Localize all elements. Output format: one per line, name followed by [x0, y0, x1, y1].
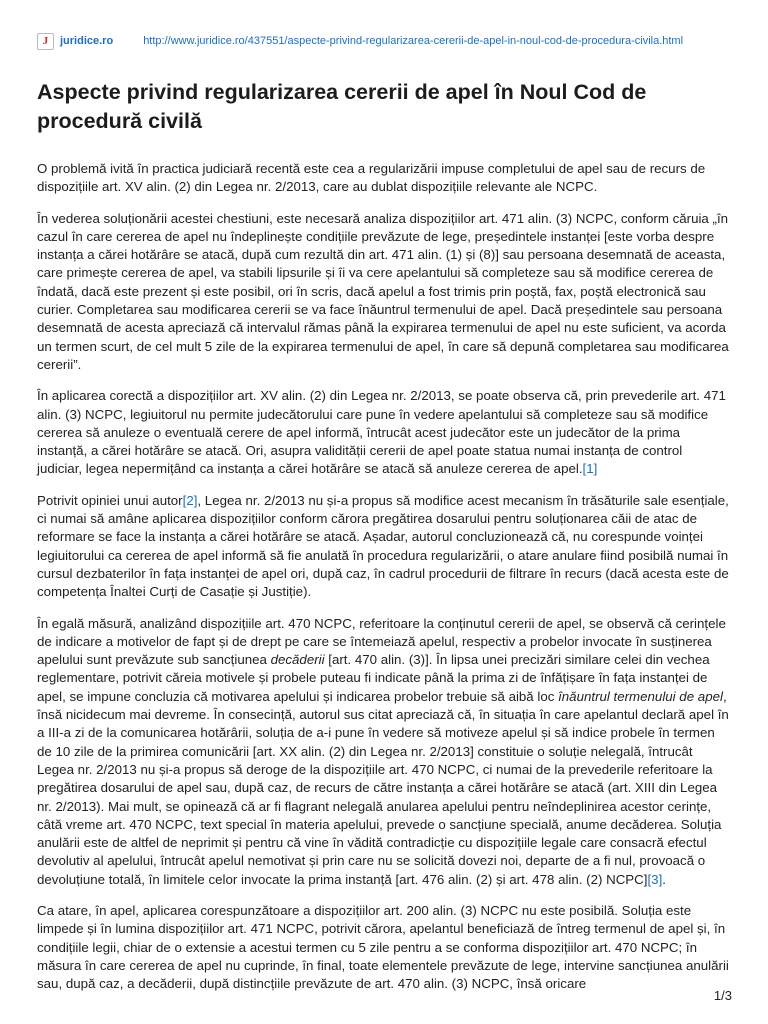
paragraph-2: În vederea soluționării acestei chestiuni, este necesară analiza dispozițiilor art. 471 alin. (3) NCPC, conform căruia „în cazul în care cererea de apel nu îndeplinește condițiile prevăzute de lege, președintele instanței [este vorba despre instanța a cărei hotărâre se atacă, după cum rezultă din art. 471 alin. (1) și (8)] sau persoana desemnată de aceasta, care primește cererea de apel, va stabili lipsurile și îi va cere apelantului să completeze sau să modifice cererea de îndată, dacă este prezent și este posibil, ori în scris, dacă apelul a fost trimis prin poștă, fax, poștă electronică sau curier. Completarea sau modificarea cererii se va face înăuntrul termenului de apel. Dacă președintele sau persoana desemnată de acesta apreciază că intervalul rămas până la expirarea termenului de apel nu este suficient, va acorda un termen scurt, de cel mult 5 zile de la expirarea termenului de apel, în care să depună completarea sau modificarea cererii”.: [37, 210, 729, 372]
paragraph-4: [37, 492, 731, 602]
paragraph-5-emphasis-2: înăuntrul termenului de apel: [558, 688, 723, 704]
paragraph-4-text-a: Potrivit opiniei unui autor: [37, 492, 183, 508]
paragraph-6: Ca atare, în apel, aplicarea corespunzătoare a dispozițiilor art. 200 alin. (3) NCPC nu este posibilă. Soluția este limpede și în lumina dispozițiilor art. 471 NCPC, potrivit cărora, apelantul beneficiază de întreg termenul de apel și, în condițiile legii, chiar de o extensie a acestui termen cu 5 zile pentru a se conforma dispozițiilor art. 470 NCPC; în măsura în care cererea de apel nu cuprinde, în final, toate elementele prevăzute de lege, intervine sancțiunea anulării sau, după caz, a decăderii, după distincțiile prevăzute de art. 470 alin. (3) NCPC, însă oricare: [37, 902, 729, 992]
source-url-link[interactable]: http://www.juridice.ro/437551/aspecte-privind-regularizarea-cererii-de-apel-in-noul-cod-de-procedura-civila.html: [143, 35, 684, 47]
paragraph-4-text-b: , Legea nr. 2/2013 nu și-a propus să modifice acest mecanism în trăsăturile sale esențiale, ci numai să amâne aplicarea dispozițiilor conform cărora pregătirea dosarului pentru soluționarea căii de atac de reformare se face la instanța a cărei hotărâre se atacă. Așadar, autorul concluzionează că, nu corespunde voinței legiuitorului ca cererea de apel informă să fie anulată în procedura regularizării, o atare anulare fiind posibilă numai în cursul dezbaterilor în fața instanței de apel ori, după caz, în cadrul procedurii de filtrare în recurs (dacă acesta este de competența Înaltei Curți de Casație și Justiție).: [37, 492, 729, 600]
site-name-link[interactable]: juridice.ro: [60, 35, 114, 47]
article-title: Aspecte privind regularizarea cererii de apel în Noul Cod de procedură civilă: [37, 80, 647, 133]
paragraph-5-emphasis-1: decăderii: [270, 652, 325, 668]
paragraph-5-text-d: .: [662, 871, 666, 887]
juridice-logo-icon[interactable]: [37, 33, 54, 50]
paragraph-1: O problemă ivită în practica judiciară recentă este cea a regularizării impuse completului de apel sau de recurs de dispozițiile art. XV alin. (2) din Legea nr. 2/2013, care au dublat dispozițiile relevante ale NCPC.: [37, 161, 706, 195]
paragraph-3: [37, 387, 731, 478]
footnote-link-1[interactable]: [1]: [582, 461, 598, 477]
paragraph-5-text-a: În egală măsură, analizând dispozițiile art. 470 NCPC, referitoare la conținutul cererii de apel, se observă că cerințele de indicare a motivelor de fapt și de drept pe care se întemeiază apelul, respectiv a probelor invocate în susținerea apelului sunt prevăzute sub sancțiunea: [37, 615, 726, 668]
article-body: [37, 78, 731, 1006]
paragraph-3-text: În aplicarea corectă a dispozițiilor art. XV alin. (2) din Legea nr. 2/2013, se poate observa că, prin prevederile art. 471 alin. (3) NCPC, legiuitorul nu permite judecătorului care pune în vedere apelantului să completeze sau să modifice cererea să anuleze o eventuală cerere de apel informă, întrucât acest judecător este un judecător de la prima instanță, a cărei hotărâre se atacă. Ori, asupra validității cererii de apel poate statua numai instanța de control judiciar, legea nepermițând ca instanța a cărei hotărâre se atacă să anuleze cererea de apel.: [37, 388, 726, 477]
logo-letter: J: [42, 35, 49, 47]
paragraph-5: [37, 615, 731, 889]
paragraph-5-text-b: [art. 470 alin. (3)]. În lipsa unei precizări similare celei din vechea reglementare, potrivit căreia motivele și probele puteau fi indicate până la prima zi de înfățișare în fața instanței de apel, se impune concluzia că motivarea apelului și indicarea probelor trebuie să aibă loc: [37, 652, 710, 704]
footnote-link-3[interactable]: [3]: [647, 871, 663, 887]
footnote-link-2[interactable]: [2]: [182, 492, 198, 508]
page-header: [37, 30, 731, 52]
paragraph-5-text-c: , însă nicidecum mai devreme. În consecință, autorul sus citat apreciază că, în situația în care apelantul declară apel în a III-a zi de la comunicarea hotărârii, soluția de a-i pune în vedere să motiveze apelul și să indice probele în termen de 10 zile de la primirea comunicării [art. XX alin. (2) din Legea nr. 2/2013] constituie o soluție nelegală, întrucât Legea nr. 2/2013 nu și-a propus să deroge de la dispozițiile art. 470 NCPC, ci numai de la prevederile referitoare la pregătirea dosarului de apel sau, după caz, de recurs de către instanța a cărei hotărâre se atacă (art. XIII din Legea nr. 2/2013). Mai mult, se opinează că ar fi flagrant nelegală anularea apelului pentru neîndeplinirea acestor cerințe, câtă vreme art. 470 NCPC, text special în materia apelului, prevede o sancțiune specială, anume decăderea. Soluția anulării este de altfel de neprimit și pentru că vine în vădită contradicție cu dispozițiile legale care consacră efectul devolutiv al apelului, întrucât apelul nemotivat și prin care nu se solicită dovezi noi, departe de a fi nul, provoacă o devoluțiune totală, în limitele celor invocate la prima instanță [art. 476 alin. (2) și art. 478 alin. (2) NCPC]: [37, 688, 729, 887]
page-number: 1/3: [713, 988, 732, 1003]
